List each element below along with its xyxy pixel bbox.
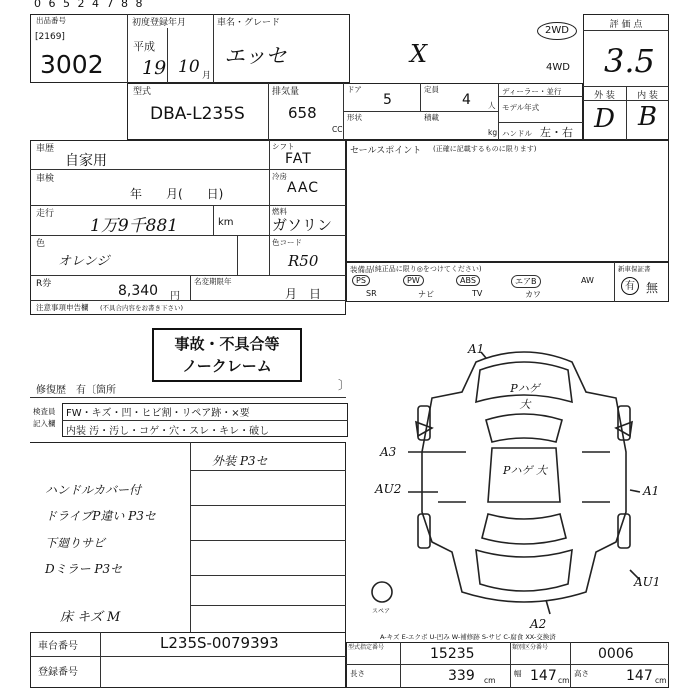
width-unit: cm (558, 676, 570, 685)
label-load: 積載 (424, 113, 439, 122)
lot-sub: [2169] (35, 32, 65, 42)
label-usage: 車歴 (36, 144, 55, 154)
grade: X (410, 40, 428, 68)
stamp-line2: ノークレーム (182, 357, 272, 375)
remark-bottom: 床 キズ M (60, 610, 121, 625)
label-length: 長さ (350, 669, 365, 678)
km-unit: km (218, 217, 234, 228)
equip-abs: ABS (456, 275, 480, 286)
equipment-hint: (純正品に限り◎をつけてください) (372, 265, 482, 273)
height-unit: cm (655, 676, 667, 685)
label-name-change: 名変期限年 (194, 277, 232, 286)
overall-score: 3.5 (604, 42, 655, 80)
label-reg-year: 初度登録年月 (132, 18, 187, 28)
inspector-row2: 内装 汚・汚し・コゲ・穴・スレ・キレ・破し (66, 426, 270, 437)
mark-a1-front: A1 (468, 342, 485, 356)
interior-grade: B (637, 102, 658, 132)
equip-pw: PW (403, 275, 424, 286)
category-number: 0006 (598, 646, 634, 662)
label-color-code: 色コード (272, 238, 302, 247)
sales-point-box (346, 140, 669, 262)
label-height: 高さ (574, 669, 589, 678)
notes-hint: (不具合内容をお書き下さい) (100, 304, 184, 312)
label-notes: 注意事項申告欄 (36, 303, 89, 312)
label-body: 形状 (347, 113, 362, 122)
label-doors: ドア (347, 85, 362, 94)
spare-label: スペア (372, 608, 391, 615)
fuel: ガソリン (272, 216, 333, 234)
doors: 5 (383, 92, 392, 108)
seats-unit: 人 (488, 101, 496, 110)
handle: 左・右 (540, 126, 573, 139)
label-interior: 内 装 (637, 91, 658, 101)
name-change: 月 日 (285, 287, 322, 301)
ac: AAC (287, 180, 320, 196)
remark-2: ドライブP違い P3セ (45, 509, 156, 523)
label-color: 色 (36, 239, 46, 249)
yen-unit: 円 (170, 291, 180, 302)
label-displacement: 排気量 (272, 87, 300, 97)
remark-1: ハンドルカバー付 (45, 483, 142, 497)
label-chassis: 車台番号 (38, 641, 78, 652)
label-inspector-b: 記入欄 (33, 419, 56, 428)
width: 147 (530, 668, 557, 684)
length: 339 (448, 668, 475, 684)
label-type-designation: 型式指定番号 (348, 644, 385, 651)
equip-sr: SR (366, 289, 377, 298)
length-unit: cm (484, 676, 496, 685)
top-strip: 0 6 5 2 4 7 8 8 (34, 0, 145, 10)
label-handle: ハンドル (502, 129, 532, 138)
label-model-year: モデル年式 (502, 103, 540, 112)
label-exterior: 外 装 (594, 91, 615, 101)
label-width: 幅 (514, 669, 522, 678)
exterior-grade: D (594, 104, 615, 134)
label-dealer: ディーラー・並行 (502, 87, 562, 96)
label-repair: 修復歴 (36, 385, 66, 396)
remark-3: 下廻りサビ (45, 536, 106, 550)
reg-month: 10 (178, 57, 200, 77)
label-fuel: 燃料 (272, 207, 287, 216)
era: 平成 (133, 40, 155, 53)
label-name: 車名・グレード (217, 18, 281, 28)
displacement: 658 (288, 104, 317, 122)
remark-4: Dミラー P3セ (45, 562, 123, 576)
month-unit: 月 (202, 71, 212, 81)
lot-number: 3002 (40, 50, 104, 79)
label-category: 類別区分番号 (512, 644, 549, 651)
label-seats: 定員 (424, 85, 439, 94)
warranty-yes-circled: 有 (621, 277, 639, 295)
seats: 4 (462, 92, 471, 108)
mark-au1: AU1 (634, 575, 661, 589)
cc-unit: CC (332, 125, 343, 134)
repair-value: 有〔箇所 (76, 385, 116, 396)
label-ac: 冷房 (272, 172, 287, 181)
equip-leather: カワ (525, 290, 541, 299)
drive-2wd-circled: 2WD (537, 22, 577, 40)
repair-close: 〕 (338, 378, 351, 392)
color-code: R50 (288, 252, 319, 270)
label-model: 型式 (133, 87, 152, 97)
equip-aw: AW (581, 276, 594, 285)
mark-paint-peel-roof: Pハゲ 大 (503, 464, 547, 477)
recycle: 8,340 (118, 283, 159, 299)
reg-year: 19 (142, 57, 167, 79)
height: 147 (626, 668, 653, 684)
label-rating: 評 価 点 (609, 20, 643, 30)
chassis-number: L235S-0079393 (160, 634, 279, 652)
mileage: 1万9千881 (90, 216, 179, 236)
label-new-car-warranty: 新車保証書 (618, 265, 651, 273)
type-designation-number: 15235 (430, 646, 475, 662)
mark-a2: A2 (530, 617, 547, 631)
equipment-label: 装備品 (350, 265, 373, 274)
label-mileage: 走行 (36, 209, 55, 219)
stamp-line1: 事故・不具合等 (174, 335, 280, 353)
equip-tv: TV (472, 289, 483, 298)
label-recycle: R券 (36, 279, 52, 289)
label-inspector-a: 検査員 (33, 407, 56, 416)
equip-airbag: エアB (511, 275, 541, 288)
mark-a3: A3 (380, 445, 397, 459)
warranty-no: 無 (646, 281, 659, 295)
mark-paint-peel-front: Pハゲ 大 (510, 382, 540, 411)
model: DBA-L235S (150, 104, 245, 124)
inspector-row1: FW・キズ・凹・ヒビ割・リペア跡・×要 (66, 408, 250, 419)
mark-a1-right: A1 (643, 484, 660, 498)
drive-4wd: 4WD (546, 62, 570, 73)
label-register: 登録番号 (38, 667, 78, 678)
usage: 自家用 (65, 153, 107, 169)
inspection: 年 月( 日) (130, 187, 224, 201)
damage-legend: A-キズ E-エクボ U-凹み W-補修跡 S-サビ C-腐食 XX-交換済 (380, 633, 556, 641)
label-lot: 出品番号 (36, 16, 66, 25)
sales-point-hint: (正確に記載するものに限ります) (433, 145, 537, 153)
color: オレンジ (58, 254, 110, 269)
equip-navi: ナビ (418, 290, 434, 299)
mark-au2: AU2 (375, 482, 402, 496)
kg-unit: kg (488, 128, 498, 137)
remarks-header-note: 外装 P3セ (212, 454, 268, 468)
equip-ps: PS (352, 275, 370, 286)
sales-point-label: セールスポイント (350, 146, 422, 156)
label-inspection: 車検 (36, 174, 55, 184)
car-name: エッセ (224, 44, 287, 68)
label-shift: シフト (272, 142, 295, 151)
shift: FAT (285, 151, 312, 167)
